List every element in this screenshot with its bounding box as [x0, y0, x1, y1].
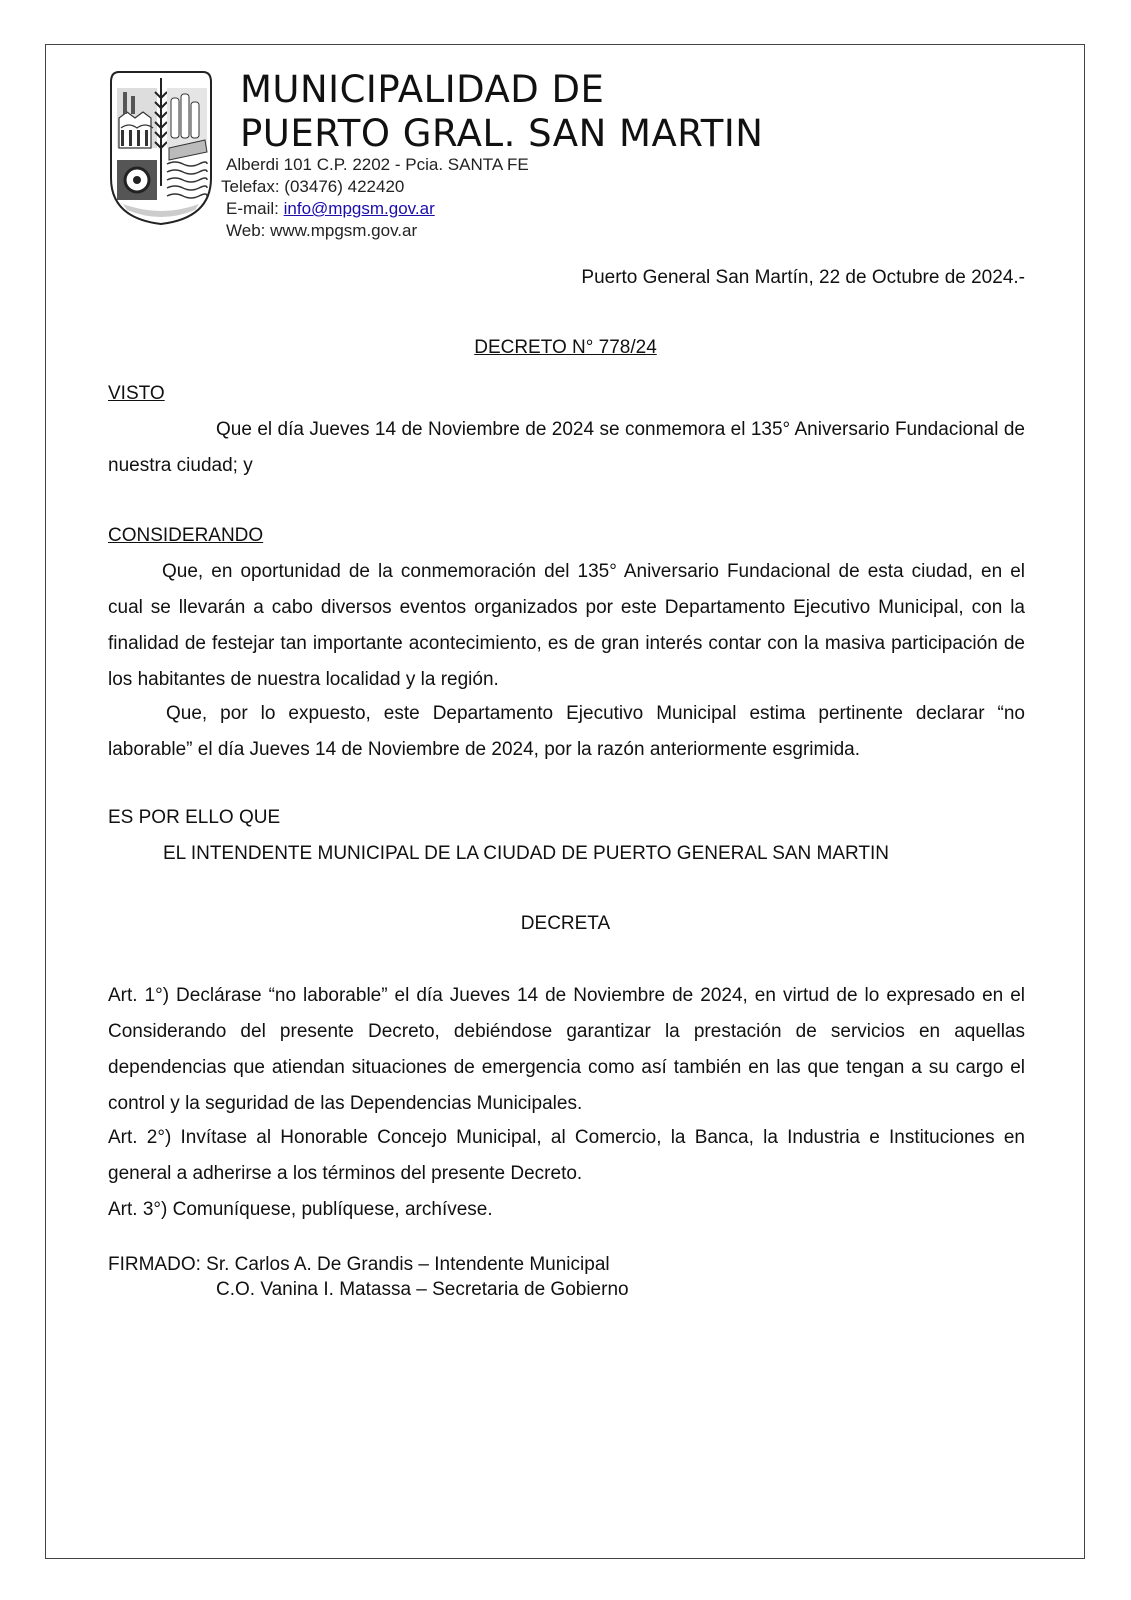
visto-text: Que el día Jueves 14 de Noviembre de 2024 se conmemora el 135° Aniversario Fundacional de nuestra ciudad; y — [108, 419, 1025, 476]
considerando-paragraph-2: Que, por lo expuesto, este Departamento Ejecutivo Municipal estima pertinente declarar “no laborable” el día Jueves 14 de Noviembre de 2024, por la razón anteriormente esgrimida. — [108, 703, 1025, 760]
article-3: Art. 3°) Comuníquese, publíquese, archívese. — [108, 1199, 493, 1220]
considerando-paragraph-1: Que, en oportunidad de la conmemoración del 135° Aniversario Fundacional de esta ciudad, en el cual se llevarán a cabo diversos eventos organizados por este Departamento Ejecutivo Municipal, con la finalidad de festejar tan importante acontecimiento, es de gran interés contar con la masiva participación de los habitantes de nuestra localidad y la región. — [108, 561, 1025, 690]
municipal-coat-of-arms-logo — [109, 68, 213, 226]
article-1: Art. 1°) Declárase “no laborable” el día Jueves 14 de Noviembre de 2024, en virtud de lo expresado en el Considerando del presente Decreto, debiéndose garantizar la prestación de servicios en aquellas dependencias que atiendan situaciones de emergencia como así también en las que tengan a su cargo el control y la seguridad de las Dependencias Municipales. — [108, 985, 1025, 1114]
considerando-heading: CONSIDERANDO — [108, 525, 264, 546]
decreta-heading: DECRETA — [520, 913, 611, 934]
es-por-ello: ES POR ELLO QUE — [108, 807, 281, 828]
web: Web: www.mpgsm.gov.ar — [226, 221, 418, 240]
address: Alberdi 101 C.P. 2202 - Pcia. SANTA FE — [226, 155, 529, 174]
title-line-1: MUNICIPALIDAD DE — [240, 68, 605, 111]
email-link[interactable]: info@mpgsm.gov.ar — [283, 199, 435, 218]
intendente-line: EL INTENDENTE MUNICIPAL DE LA CIUDAD DE PUERTO GENERAL SAN MARTIN — [163, 843, 890, 864]
decree-title: DECRETO N° 778/24 — [474, 337, 657, 358]
email-label: E-mail: — [226, 199, 284, 218]
signature-label: FIRMADO: — [108, 1254, 207, 1275]
email-line — [226, 198, 435, 220]
telefax: Telefax: (03476) 422420 — [221, 177, 405, 196]
signature-mayor: Sr. Carlos A. De Grandis – Intendente Municipal — [206, 1254, 610, 1275]
title-line-2: PUERTO GRAL. SAN MARTIN — [240, 112, 764, 155]
article-2: Art. 2°) Invítase al Honorable Concejo Municipal, al Comercio, la Banca, la Industria e Instituciones en general a adherirse a los términos del presente Decreto. — [108, 1127, 1025, 1184]
visto-heading: VISTO — [108, 383, 165, 404]
municipality-title — [240, 68, 763, 156]
signature-secretary: C.O. Vanina I. Matassa – Secretaria de Gobierno — [216, 1279, 629, 1300]
signature-line-1 — [108, 1252, 610, 1277]
date-line: Puerto General San Martín, 22 de Octubre de 2024.- — [581, 267, 1025, 288]
